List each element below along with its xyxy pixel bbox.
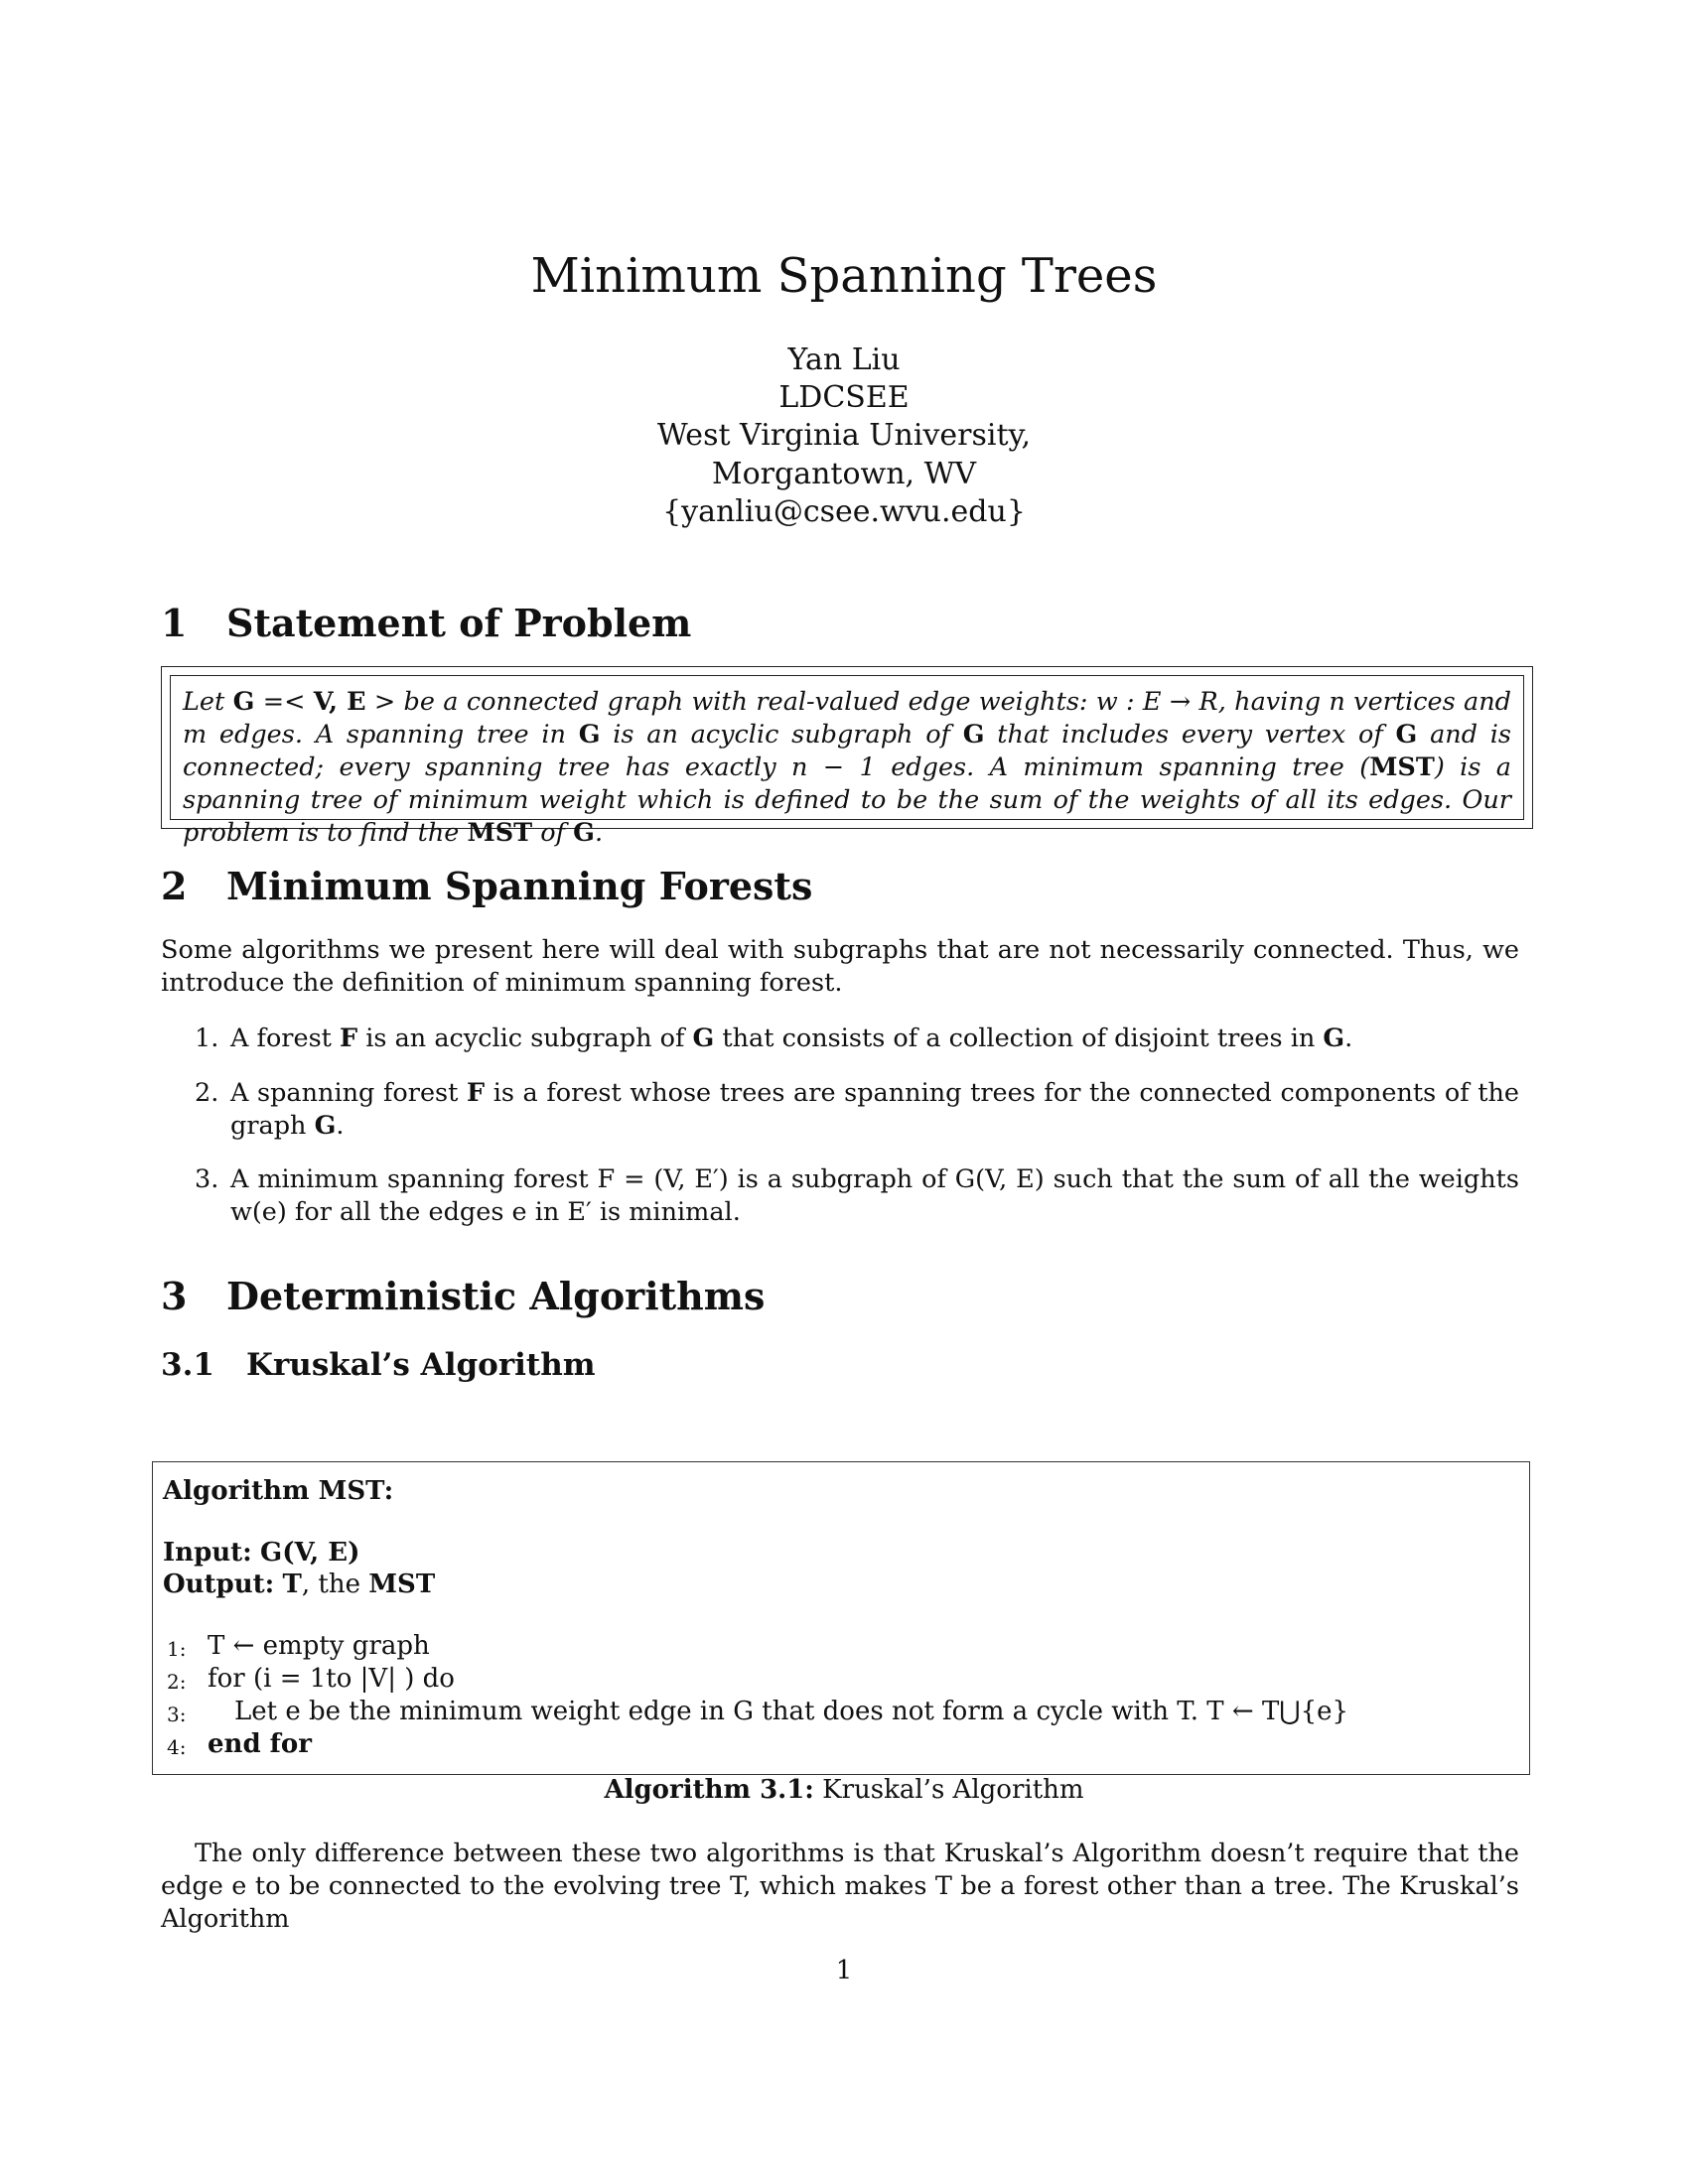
page-number: 1	[835, 1956, 853, 1985]
algorithm-caption: Algorithm 3.1: Kruskal’s Algorithm	[604, 1775, 1084, 1805]
step-number: 1:	[167, 1637, 187, 1661]
author-dept: LDCSEE	[778, 380, 910, 415]
closing-paragraph: The only difference between these two algorithms is that Kruskal’s Algorithm doesn’t require that the edge e to be connected to the evolving tree T, which makes T be a forest other than a tree. The Kruskal’s Algorithm	[161, 1839, 1519, 1934]
problem-statement-box	[161, 666, 1533, 848]
step-number: 4:	[167, 1735, 187, 1759]
author-email: {yanliu@csee.wvu.edu}	[662, 494, 1026, 529]
section-2-intro: Some algorithms we present here will deal with subgraphs that are not necessarily connected. Thus, we introduce the definition of minimum spanning forest.	[161, 935, 1519, 998]
algorithm-step: Let e be the minimum weight edge in G that does not form a cycle with T. T ← T⋃{e}	[234, 1697, 1349, 1726]
section-title: Minimum Spanning Forests	[226, 864, 813, 908]
algorithm-box	[152, 1461, 1530, 1775]
algorithm-step: end for	[208, 1729, 312, 1759]
algorithm-input: Input: G(V, E)	[163, 1538, 360, 1568]
step-number: 3:	[167, 1703, 187, 1726]
author-location: Morgantown, WV	[711, 457, 977, 491]
section-number: 3	[161, 1274, 188, 1318]
list-item: 2. A spanning forest F is a forest whose trees are spanning trees for the connected components of the graph G.	[195, 1078, 1519, 1141]
algorithm-step: for (i = 1to |V| ) do	[208, 1664, 455, 1694]
problem-statement-text: Let G =< V, E > be a connected graph with real-valued edge weights: w : E → R, having n vertices and m edges. A spanning tree in G is an acyclic subgraph of G that includes every vertex of G and is connected; every spanning tree has exactly n − 1 edges. A minimum spanning tree (MST) is a spanning tree of minimum weight which is defined to be the sum of the weights of all its edges. Our problem is to find the MST of G.	[183, 687, 1512, 848]
subsection-title: Kruskal’s Algorithm	[246, 1347, 596, 1383]
author-name: Yan Liu	[787, 342, 901, 377]
paper-title: Minimum Spanning Trees	[530, 248, 1158, 304]
section-1-heading	[161, 601, 691, 645]
subsection-3-1-heading	[161, 1347, 596, 1383]
author-university: West Virginia University,	[656, 418, 1032, 453]
algorithm-header: Algorithm MST:	[163, 1476, 394, 1506]
algorithm-output: Output: T, the MST	[163, 1570, 436, 1599]
section-title: Statement of Problem	[226, 601, 692, 645]
step-number: 2:	[167, 1670, 187, 1694]
section-3-heading	[161, 1274, 765, 1318]
section-title: Deterministic Algorithms	[226, 1274, 766, 1318]
subsection-number: 3.1	[161, 1347, 214, 1383]
algorithm-step: T ← empty graph	[208, 1631, 430, 1661]
section-number: 1	[161, 601, 188, 645]
list-item: 1. A forest F is an acyclic subgraph of G that consists of a collection of disjoint trees in G.	[195, 1024, 1353, 1053]
section-number: 2	[161, 864, 188, 908]
list-item: 3. A minimum spanning forest F = (V, E′) is a subgraph of G(V, E) such that the sum of all the weights w(e) for all the edges e in E′ is minimal.	[195, 1164, 1519, 1227]
section-2-heading	[161, 864, 812, 908]
